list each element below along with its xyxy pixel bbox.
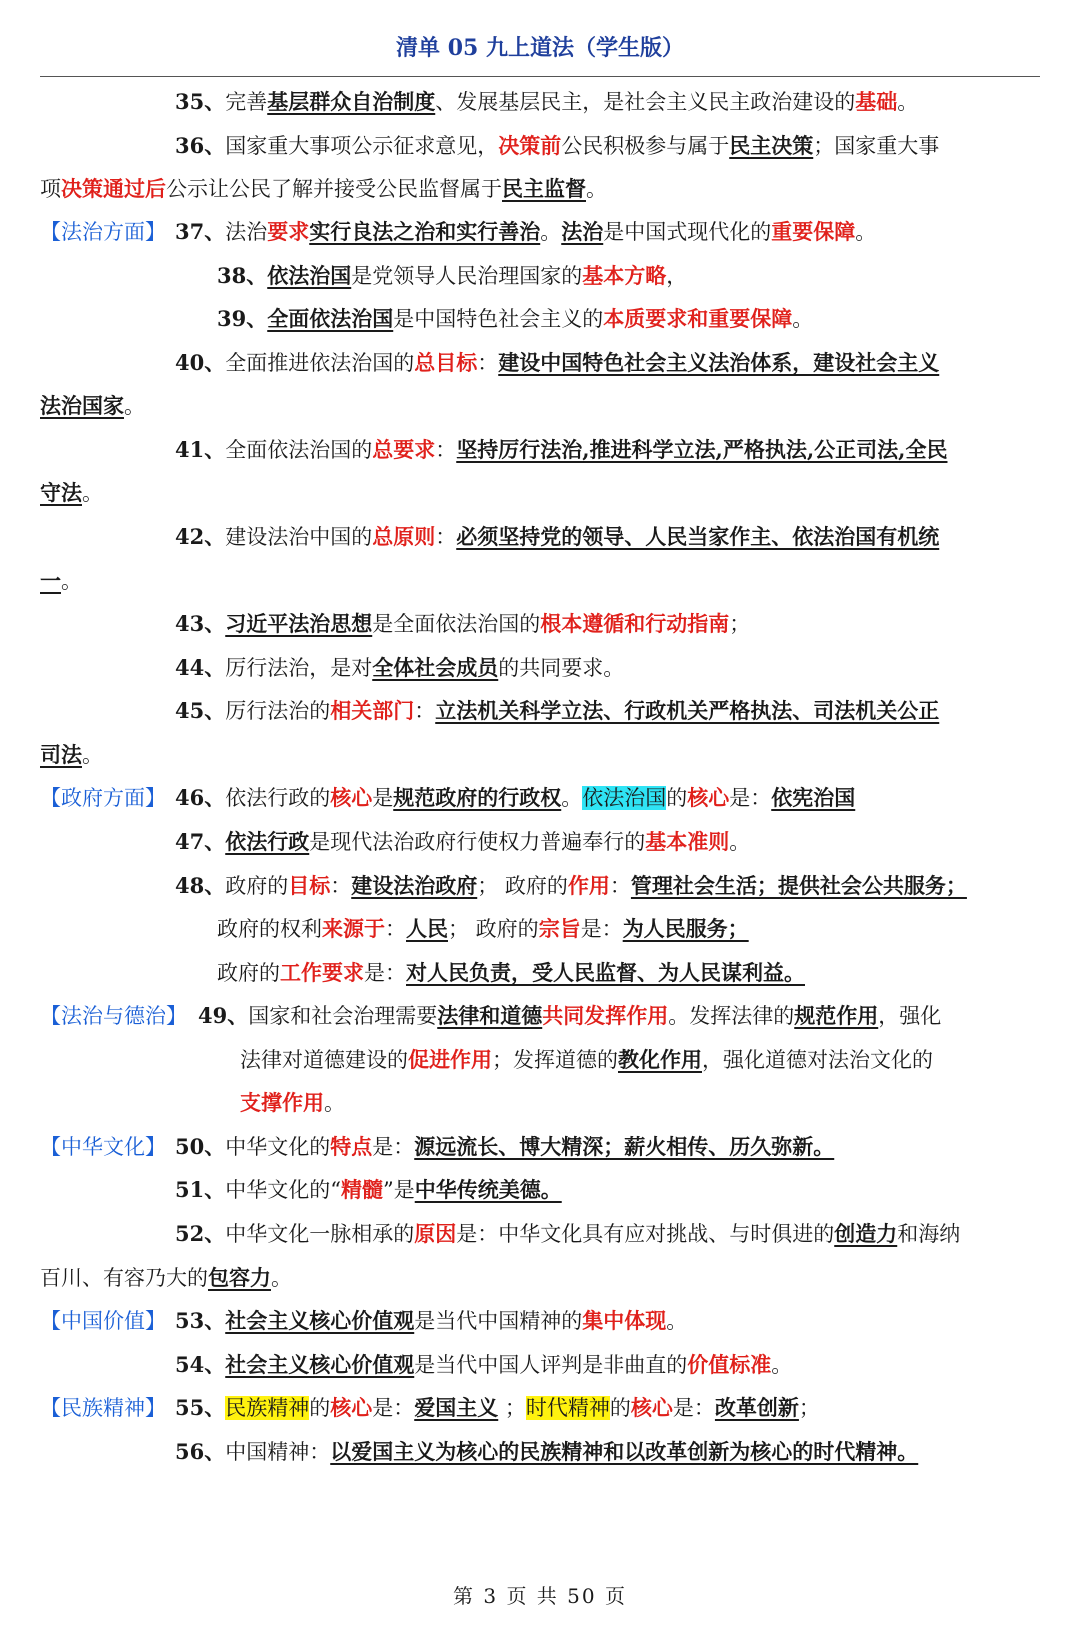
item-number: 56、 xyxy=(175,1439,226,1464)
key-term: 原因 xyxy=(414,1221,457,1246)
item-number: 49、 xyxy=(198,1003,249,1028)
underlined-term: 为人民服务； xyxy=(622,916,749,941)
underlined-term: 习近平法治思想 xyxy=(225,611,373,636)
text-segment: 。 xyxy=(771,1353,793,1377)
key-term: 基础 xyxy=(855,89,898,114)
text-line xyxy=(217,957,1040,989)
underlined-term: 司法 xyxy=(40,742,82,767)
item-number: 42、 xyxy=(175,524,226,549)
text-segment: 是 xyxy=(372,786,394,810)
text-line xyxy=(217,303,1040,335)
text-segment: 的 xyxy=(309,1396,331,1420)
underlined-term: 依法行政 xyxy=(225,829,310,854)
key-term: 要求 xyxy=(267,219,310,244)
text-segment: 。 xyxy=(729,830,751,854)
underlined-term: 依法治国 xyxy=(267,263,352,288)
key-term: 作用 xyxy=(567,873,610,898)
text-segment: 。 xyxy=(271,1266,292,1290)
underlined-term: 社会主义核心价值观 xyxy=(225,1352,415,1377)
highlighted-term: 依法治国 xyxy=(582,786,667,810)
key-term: 重要保障 xyxy=(771,219,856,244)
text-segment: 是党领导人民治理国家的 xyxy=(351,264,583,288)
item-number: 37、 xyxy=(175,219,226,244)
text-segment: 公民积极参与属于 xyxy=(561,134,730,158)
underlined-term: 人民 xyxy=(406,916,448,941)
text-segment: 依法行政的 xyxy=(225,786,331,810)
text-segment: 中华文化的“ xyxy=(225,1178,341,1202)
key-term: 决策通过后 xyxy=(61,176,166,201)
text-segment: 是全面依法治国的 xyxy=(372,612,541,636)
text-segment: 法治 xyxy=(225,220,268,244)
text-segment: 的 xyxy=(666,786,688,810)
text-line xyxy=(175,826,1040,858)
item-number: 51、 xyxy=(175,1177,226,1202)
text-segment: 公示让公民了解并接受公民监督属于 xyxy=(166,177,502,201)
key-term: 决策前 xyxy=(498,133,562,158)
underlined-term: 依宪治国 xyxy=(771,785,856,810)
text-segment: 国家重大事项公示征求意见， xyxy=(225,134,499,158)
item-number: 45、 xyxy=(175,698,226,723)
text-segment: 是当代中国人评判是非曲直的 xyxy=(414,1353,688,1377)
key-term: 支撑作用 xyxy=(240,1090,324,1115)
underlined-term: 基层群众自治制度 xyxy=(267,89,436,114)
item-number: 46、 xyxy=(175,785,226,810)
key-term: 基本方略 xyxy=(582,263,667,288)
text-segment: 。 xyxy=(792,307,814,331)
text-line xyxy=(175,1305,1040,1337)
underlined-term: 建设中国特色社会主义法治体系，建设社会主义 xyxy=(498,350,940,375)
text-line xyxy=(240,1087,1040,1119)
key-term: 共同发挥作用 xyxy=(542,1003,669,1028)
key-term: 来源于 xyxy=(322,916,385,941)
text-line xyxy=(175,86,1040,118)
text-line xyxy=(175,695,1040,727)
underlined-term: 包容力 xyxy=(208,1265,271,1290)
text-line xyxy=(240,1044,1040,1076)
text-segment: ； 政府的 xyxy=(448,917,539,941)
key-term: 总目标 xyxy=(414,350,478,375)
text-line xyxy=(40,565,1040,597)
underlined-term: 中华传统美德。 xyxy=(414,1177,562,1202)
key-term: 相关部门 xyxy=(330,698,415,723)
text-segment: ； 政府的 xyxy=(477,874,568,898)
text-segment: 政府的 xyxy=(225,874,289,898)
text-line xyxy=(175,608,1040,640)
text-segment: 、发展基层民主，是社会主义民主政治建设的 xyxy=(435,90,856,114)
text-line xyxy=(175,347,1040,379)
section-tag: 【法治与德治】 xyxy=(40,1004,187,1028)
text-segment: 是： xyxy=(364,961,406,985)
key-term: 集中体现 xyxy=(582,1308,667,1333)
text-line xyxy=(175,521,1040,553)
key-term: 目标 xyxy=(288,873,331,898)
key-term: 根本遵循和行动指南 xyxy=(540,611,730,636)
text-line xyxy=(175,434,1040,466)
text-segment: 。发挥法律的 xyxy=(668,1004,795,1028)
text-segment: ； xyxy=(498,1396,526,1420)
item-number: 36、 xyxy=(175,133,226,158)
section-tag: 【法治方面】 xyxy=(40,220,166,244)
text-segment: 。 xyxy=(855,220,877,244)
section-tag: 【民族精神】 xyxy=(40,1396,166,1420)
text-line xyxy=(175,782,1040,814)
item-number: 41、 xyxy=(175,437,226,462)
text-line xyxy=(175,1131,1040,1163)
text-segment: 厉行法治，是对 xyxy=(225,656,373,680)
text-segment: ： xyxy=(385,917,406,941)
item-number: 52、 xyxy=(175,1221,226,1246)
text-segment: 是中国式现代化的 xyxy=(603,220,772,244)
page-title: 清单 05 九上道法（学生版） xyxy=(40,28,1040,77)
key-term: 总原则 xyxy=(372,524,436,549)
key-term: 核心 xyxy=(630,1395,673,1420)
text-line xyxy=(175,130,1040,162)
underlined-term: 对人民负责，受人民监督、为人民谋利益。 xyxy=(406,960,805,985)
text-segment: 政府的权利 xyxy=(217,917,322,941)
underlined-term: 一 xyxy=(40,568,61,593)
text-segment: 政府的 xyxy=(217,961,280,985)
text-segment: 全面依法治国的 xyxy=(225,438,373,462)
text-segment: 的共同要求。 xyxy=(498,656,625,680)
underlined-term: 实行良法之治和实行善治 xyxy=(309,219,541,244)
text-segment: 。 xyxy=(82,481,103,505)
text-line xyxy=(175,1392,1040,1424)
text-segment: ”是 xyxy=(382,1178,415,1202)
underlined-term: 法律和道德 xyxy=(437,1003,543,1028)
key-term: 总要求 xyxy=(372,437,436,462)
key-term: 宗旨 xyxy=(538,916,581,941)
item-number: 35、 xyxy=(175,89,226,114)
text-segment: 建设法治中国的 xyxy=(225,525,373,549)
text-segment: 是： xyxy=(372,1135,415,1159)
key-term: 核心 xyxy=(330,1395,373,1420)
key-term: 精髓 xyxy=(340,1177,383,1202)
underlined-term: 全面依法治国 xyxy=(267,306,394,331)
underlined-term: 管理社会生活；提供社会公共服务； xyxy=(630,873,967,898)
text-segment: 。 xyxy=(82,743,103,767)
underlined-term: 创造力 xyxy=(834,1221,898,1246)
text-segment: ： xyxy=(477,351,499,375)
text-segment: ；发挥道德的 xyxy=(492,1048,618,1072)
text-segment: ： xyxy=(435,525,457,549)
key-term: 核心 xyxy=(330,785,373,810)
text-segment: 是： xyxy=(729,786,772,810)
item-number: 47、 xyxy=(175,829,226,854)
highlighted-term: 时代精神 xyxy=(525,1396,610,1420)
section-tag: 【中华文化】 xyxy=(40,1135,166,1159)
item-number: 43、 xyxy=(175,611,226,636)
text-line xyxy=(40,739,1040,771)
key-term: 促进作用 xyxy=(408,1047,492,1072)
page-number: 第 3 页 共 50 页 xyxy=(453,1584,627,1608)
underlined-term: 全体社会成员 xyxy=(372,655,499,680)
text-segment: 是： xyxy=(580,917,623,941)
text-line xyxy=(217,913,1040,945)
underlined-term: 法治 xyxy=(561,219,604,244)
text-segment: 项 xyxy=(40,177,61,201)
text-line xyxy=(217,260,1040,292)
text-segment: 是： xyxy=(672,1396,715,1420)
item-number: 40、 xyxy=(175,350,226,375)
text-line xyxy=(175,870,1040,902)
underlined-term: 守法 xyxy=(40,480,82,505)
item-number: 48、 xyxy=(175,873,226,898)
underlined-term: 建设法治政府 xyxy=(351,873,478,898)
highlighted-term: 民族精神 xyxy=(225,1396,310,1420)
section-tag: 【中国价值】 xyxy=(40,1309,166,1333)
text-segment: ， xyxy=(666,264,688,288)
text-segment: 。 xyxy=(561,786,583,810)
text-segment: 中华文化一脉相承的 xyxy=(225,1222,415,1246)
item-number: 54、 xyxy=(175,1352,226,1377)
text-segment: 完善 xyxy=(225,90,268,114)
text-segment: 。 xyxy=(666,1309,688,1333)
text-line xyxy=(175,1218,1040,1250)
text-segment: 法律对道德建设的 xyxy=(240,1048,408,1072)
text-line xyxy=(175,216,1040,248)
text-segment: 中华文化的 xyxy=(225,1135,331,1159)
text-segment: ； xyxy=(729,612,751,636)
text-segment: 百川、有容乃大的 xyxy=(40,1266,208,1290)
text-segment: ： xyxy=(330,874,352,898)
text-segment: ： xyxy=(609,874,631,898)
key-term: 价值标准 xyxy=(687,1352,772,1377)
text-line xyxy=(175,652,1040,684)
underlined-term: 教化作用 xyxy=(618,1047,702,1072)
underlined-term: 民主决策 xyxy=(729,133,814,158)
text-line xyxy=(175,1436,1040,1468)
item-number: 55、 xyxy=(175,1395,226,1420)
underlined-term: 立法机关科学立法、行政机关严格执法、司法机关公正 xyxy=(435,698,940,723)
text-segment: 是现代法治政府行使权力普遍奉行的 xyxy=(309,830,646,854)
text-segment: 。 xyxy=(324,1091,345,1115)
text-segment: 是当代中国精神的 xyxy=(414,1309,583,1333)
text-line xyxy=(40,477,1040,509)
underlined-term: 源远流长、博大精深；薪火相传、历久弥新。 xyxy=(414,1134,835,1159)
underlined-term: 以爱国主义为核心的民族精神和以改革创新为核心的时代精神。 xyxy=(330,1439,919,1464)
underlined-term: 规范政府的行政权 xyxy=(393,785,562,810)
section-tag: 【政府方面】 xyxy=(40,786,166,810)
key-term: 基本准则 xyxy=(645,829,730,854)
text-segment: 。 xyxy=(124,394,145,418)
text-segment: 。 xyxy=(586,177,607,201)
underlined-term: 坚持厉行法治,推进科学立法,严格执法,公正司法,全民 xyxy=(456,437,948,462)
item-number: 39、 xyxy=(217,306,268,331)
text-segment: 是中国特色社会主义的 xyxy=(393,307,604,331)
text-segment: 国家和社会治理需要 xyxy=(248,1004,438,1028)
item-number: 50、 xyxy=(175,1134,226,1159)
item-number: 44、 xyxy=(175,655,226,680)
text-segment: ，强化道德对法治文化的 xyxy=(702,1048,933,1072)
text-segment: 。 xyxy=(897,90,919,114)
text-segment: 和海纳 xyxy=(897,1222,961,1246)
underlined-term: 必须坚持党的领导、人民当家作主、依法治国有机统 xyxy=(456,524,940,549)
key-term: 本质要求和重要保障 xyxy=(603,306,793,331)
item-number: 38、 xyxy=(217,263,268,288)
key-term: 核心 xyxy=(687,785,730,810)
key-term: 特点 xyxy=(330,1134,373,1159)
text-line xyxy=(40,173,1040,205)
key-term: 工作要求 xyxy=(280,960,364,985)
underlined-term: 法治国家 xyxy=(40,393,124,418)
item-number: 53、 xyxy=(175,1308,226,1333)
text-segment: 是：中华文化具有应对挑战、与时俱进的 xyxy=(456,1222,835,1246)
text-segment: ； xyxy=(798,1396,820,1420)
text-segment: 的 xyxy=(609,1396,631,1420)
text-segment: 。 xyxy=(540,220,562,244)
text-segment: ；国家重大事 xyxy=(813,134,940,158)
text-line xyxy=(175,1349,1040,1381)
text-segment: 厉行法治的 xyxy=(225,699,331,723)
underlined-term: 民主监督 xyxy=(502,176,586,201)
text-segment: 中国精神： xyxy=(225,1440,331,1464)
text-line xyxy=(40,390,1040,422)
text-line xyxy=(40,1262,1040,1294)
text-line xyxy=(198,1000,1040,1032)
text-segment: ： xyxy=(435,438,457,462)
text-line xyxy=(175,1174,1040,1206)
text-segment: 是： xyxy=(372,1396,415,1420)
underlined-term: 改革创新 xyxy=(714,1395,799,1420)
underlined-term: 社会主义核心价值观 xyxy=(225,1308,415,1333)
text-segment: 。 xyxy=(61,569,82,593)
underlined-term: 规范作用 xyxy=(794,1003,879,1028)
underlined-term: 爱国主义 xyxy=(414,1395,499,1420)
text-segment: ，强化 xyxy=(878,1004,942,1028)
text-segment: ： xyxy=(414,699,436,723)
text-segment: 全面推进依法治国的 xyxy=(225,351,415,375)
